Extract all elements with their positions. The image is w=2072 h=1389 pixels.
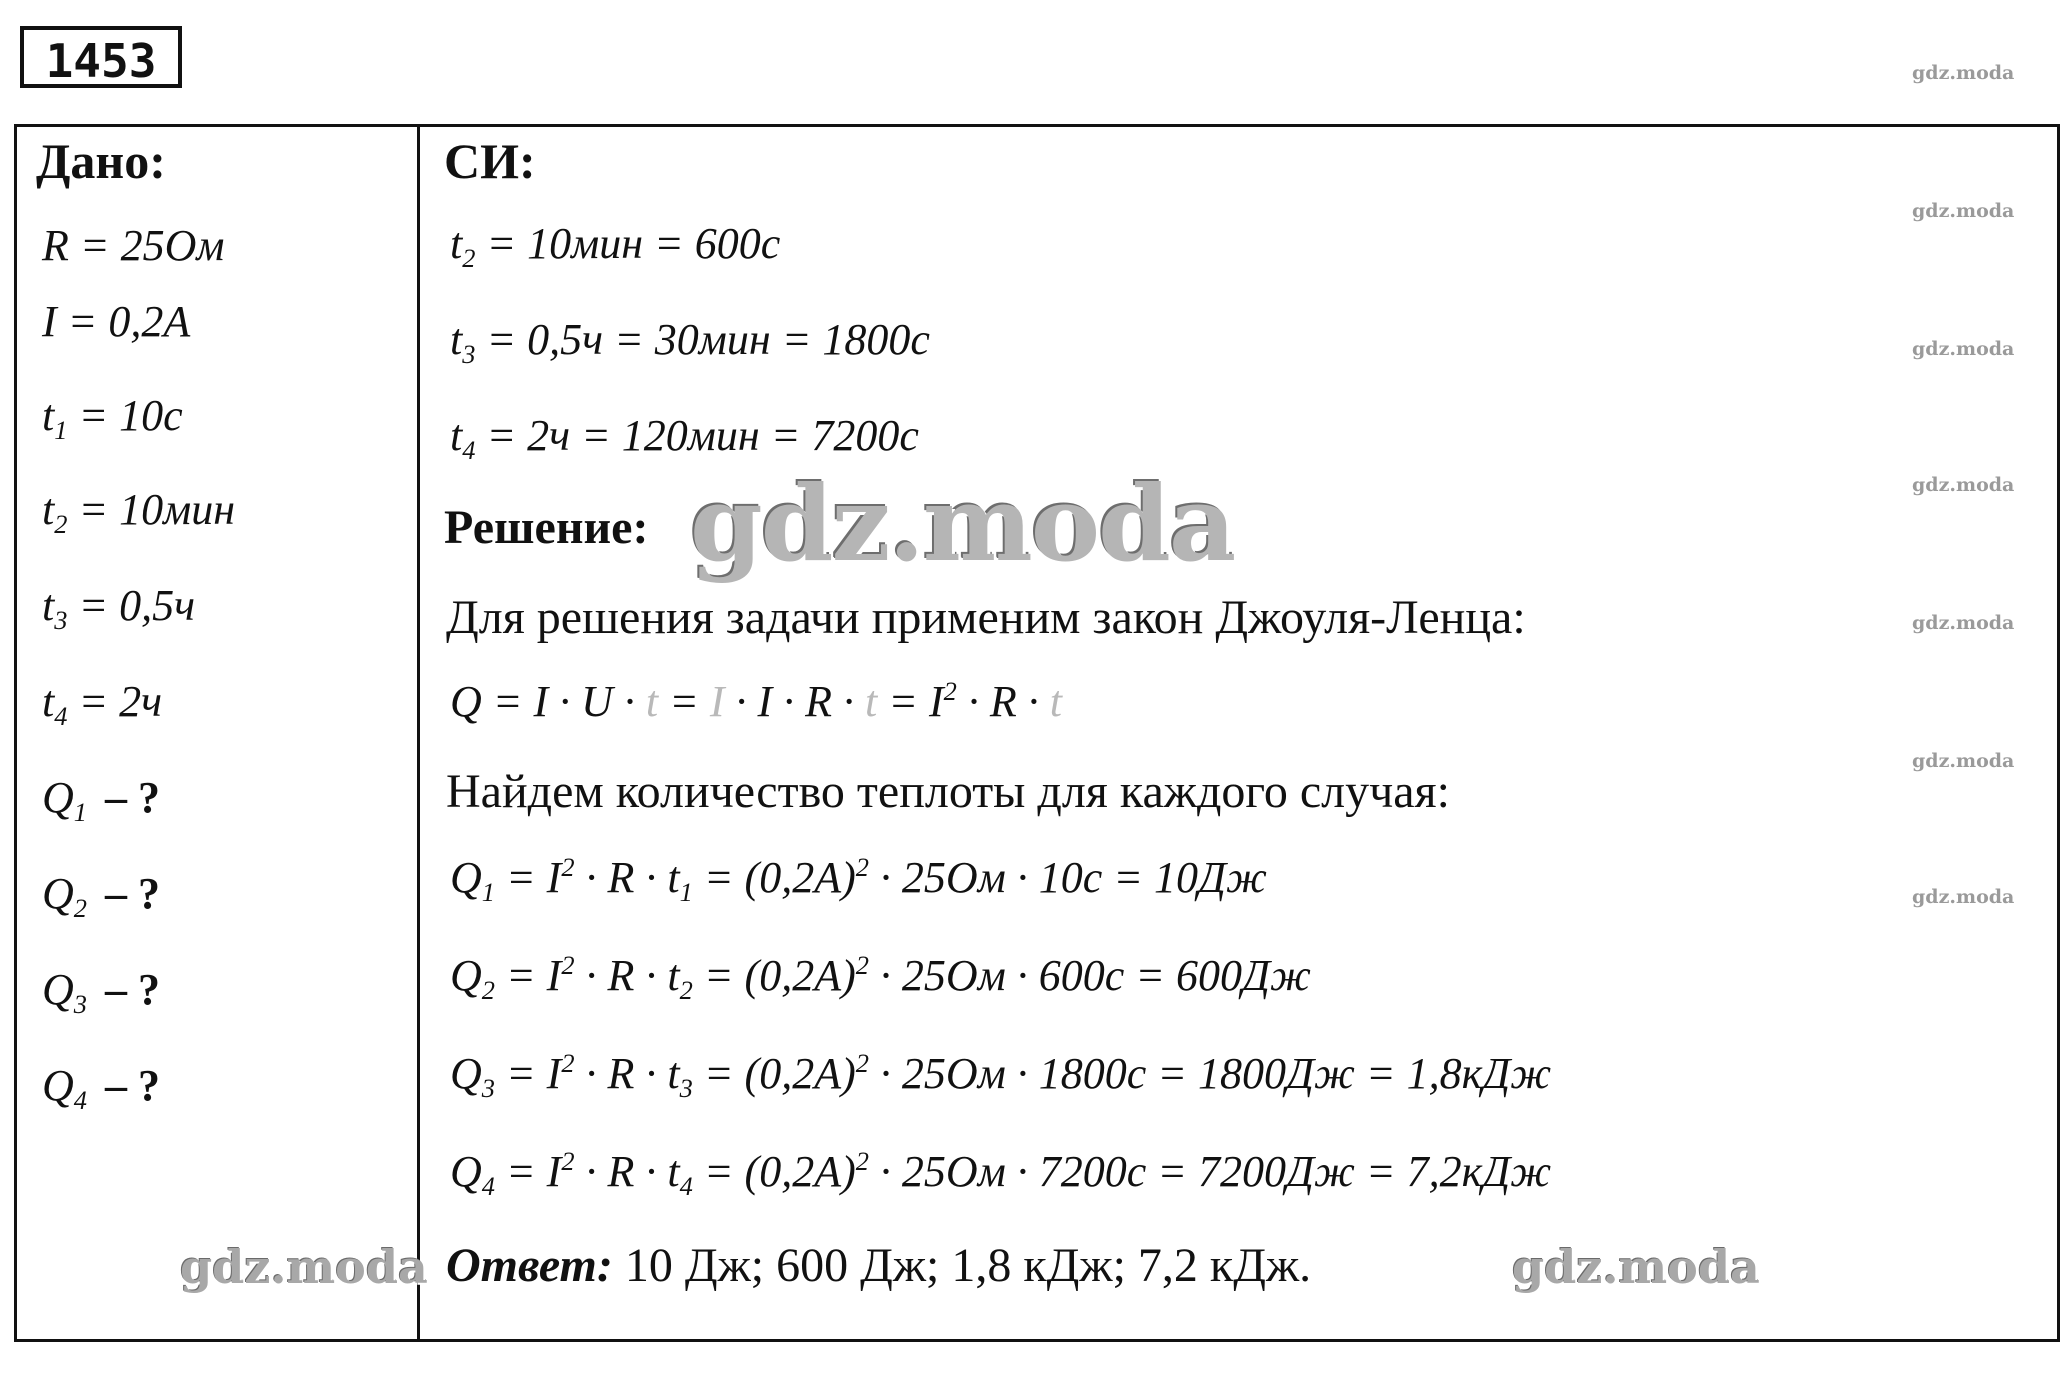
joule-lenz-law: $Q = I \cdot U \cdot t = I \cdot I \cdot R \cdot t = I^2 \cdot R \cdot t$ — [450, 676, 1062, 726]
given-line: $t_3 = 0,5ч$ — [42, 581, 196, 636]
find-text: Найдем количество теплоты для каждого случая: — [446, 765, 1450, 818]
given-line: $t_1 = 10с$ — [42, 391, 183, 446]
watermark-small: gdz.moda — [1912, 886, 2015, 908]
calc-line: $Q_2 = I^2 \cdot R \cdot t_2 = (0,2A)^2 \cdot 25Ом \cdot 600с = 600Дж$ — [450, 950, 1311, 1006]
unknown-line: $Q_4$ – ? — [42, 1061, 160, 1116]
unknown-line: $Q_2$ – ? — [42, 869, 160, 924]
watermark-small: gdz.moda — [1912, 612, 2015, 634]
solution-heading: Решение: — [444, 501, 649, 554]
problem-number: 1453 — [45, 34, 157, 88]
given-line: R = 25Ом — [42, 221, 225, 270]
si-heading: СИ: — [444, 133, 536, 189]
answer-line: Ответ: 10 Дж; 600 Дж; 1,8 кДж; 7,2 кДж. — [446, 1239, 1312, 1292]
si-line: $t_4 = 2ч = 120мин = 7200с$ — [450, 411, 919, 466]
problem-number-box — [20, 26, 182, 88]
watermark-small: gdz.moda — [1912, 62, 2015, 84]
watermark-small: gdz.moda — [1912, 200, 2015, 222]
watermark-small: gdz.moda — [1912, 338, 2015, 360]
unknown-line: $Q_3$ – ? — [42, 965, 160, 1020]
unknown-line: $Q_1$ – ? — [42, 773, 160, 828]
solution-intro: Для решения задачи применим закон Джоуля-Ленца: — [446, 591, 1526, 644]
watermark-medium: gdz.moda — [180, 1240, 428, 1294]
watermark-medium: gdz.moda — [1512, 1240, 1760, 1294]
given-line: $t_2 = 10мин$ — [42, 485, 236, 540]
calc-line: $Q_4 = I^2 \cdot R \cdot t_4 = (0,2A)^2 \cdot 25Ом \cdot 7200с = 7200Дж = 7,2кДж$ — [450, 1146, 1552, 1202]
calc-line: $Q_1 = I^2 \cdot R \cdot t_1 = (0,2A)^2 \cdot 25Ом \cdot 10с = 10Дж$ — [450, 852, 1267, 908]
watermark-small: gdz.moda — [1912, 474, 2015, 496]
calc-line: $Q_3 = I^2 \cdot R \cdot t_3 = (0,2A)^2 \cdot 25Ом \cdot 1800с = 1800Дж = 1,8кДж$ — [450, 1048, 1552, 1104]
si-line: $t_2 = 10мин = 600с$ — [450, 219, 781, 274]
given-line: I = 0,2A — [42, 297, 191, 346]
watermark-large: gdz.moda — [690, 462, 1235, 585]
si-line: $t_3 = 0,5ч = 30мин = 1800с$ — [450, 315, 930, 370]
column-divider — [417, 124, 420, 1342]
watermark-small: gdz.moda — [1912, 750, 2015, 772]
given-line: $t_4 = 2ч$ — [42, 677, 163, 732]
given-heading: Дано: — [36, 133, 166, 189]
